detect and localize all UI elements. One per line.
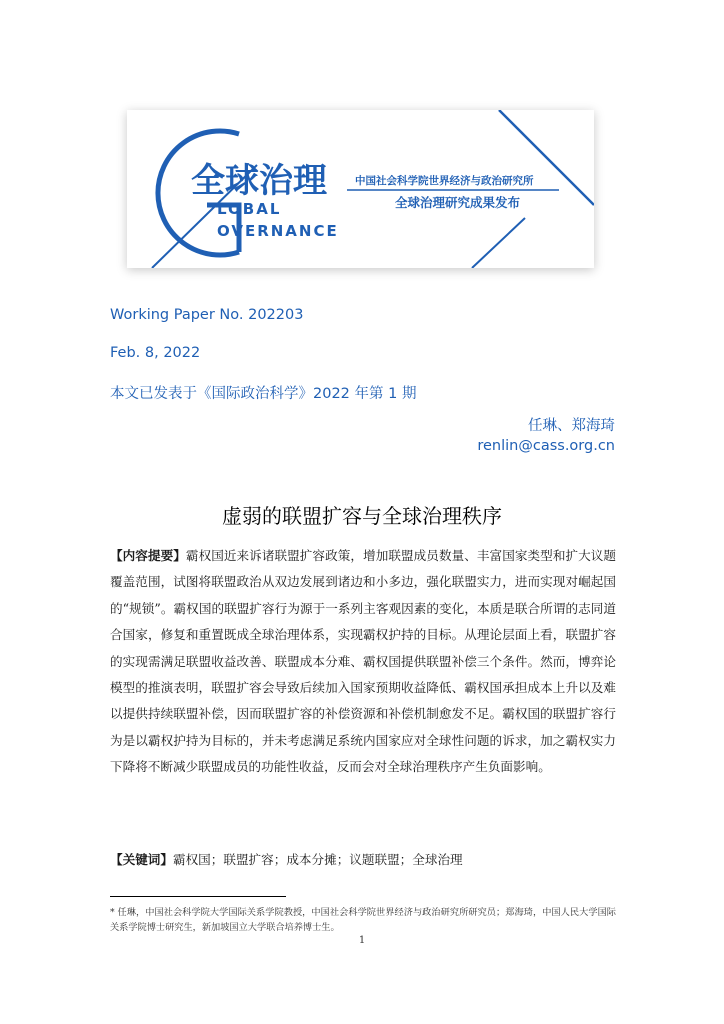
banner-title: 全球治理 [191, 161, 327, 201]
paper-date: Feb. 8, 2022 [110, 345, 201, 361]
journal-banner [127, 110, 594, 268]
banner-graphic [127, 110, 594, 268]
working-paper-number: Working Paper No. 202203 [110, 307, 304, 323]
keywords-text: 霸权国；联盟扩容；成本分摊；议题联盟；全球治理 [172, 852, 463, 867]
keywords-label: 【关键词】 [110, 852, 173, 867]
footnote: * 任琳，中国社会科学院大学国际关系学院教授，中国社会科学院世界经济与政治研究所研究员；郑海琦，中国人民大学国际关系学院博士研究生，新加坡国立大学联合培养博士生。 [110, 907, 616, 933]
keywords [110, 849, 616, 868]
banner-word-governance: OVERNANCE [217, 222, 339, 240]
abstract-label: 【内容提要】 [110, 548, 186, 563]
banner-subtitle: 全球治理研究成果发布 [395, 195, 521, 210]
author-email[interactable]: renlin@cass.org.cn [477, 438, 615, 454]
abstract-text: 霸权国近来诉诸联盟扩容政策，增加联盟成员数量、丰富国家类型和扩大议题覆盖范围，试图将联盟政治从双边发展到诸边和小多边，强化联盟实力，进而实现对崛起国的“规锁”。霸权国的联盟扩容行为源于一系列主客观因素的变化，本质是联合所谓的志同道合国家，修复和重置既成全球治理体系，实现霸权护持的目标。从理论层面上看，联盟扩容的实现需满足联盟收益改善、联盟成本分难、霸权国提供联盟补偿三个条件。然而，博弈论模型的推演表明，联盟扩容会导致后续加入国家预期收益降低、霸权国承担成本上升以及难以提供持续联盟补偿，因而联盟扩容的补偿资源和补偿机制愈发不足。霸权国的联盟扩容行为是以霸权护持为目标的，并未考虑满足系统内国家应对全球性问题的诉求，加之霸权实力下降将不断减少联盟成员的功能性收益，反而会对全球治理秩序产生负面影响。 [110, 548, 617, 775]
banner-word-global: LOBAL [217, 200, 282, 218]
authors: 任琳、郑海琦 [528, 418, 615, 434]
abstract [110, 543, 616, 781]
paper-title: 虚弱的联盟扩容与全球治理秩序 [222, 504, 502, 528]
page-number: 1 [358, 935, 366, 946]
publication-note: 本文已发表于《国际政治科学》2022 年第 1 期 [110, 386, 417, 402]
footnote-rule [110, 896, 286, 897]
diagonal-line-bottom [472, 218, 525, 268]
banner-institute: 中国社会科学院世界经济与政治研究所 [355, 175, 534, 187]
